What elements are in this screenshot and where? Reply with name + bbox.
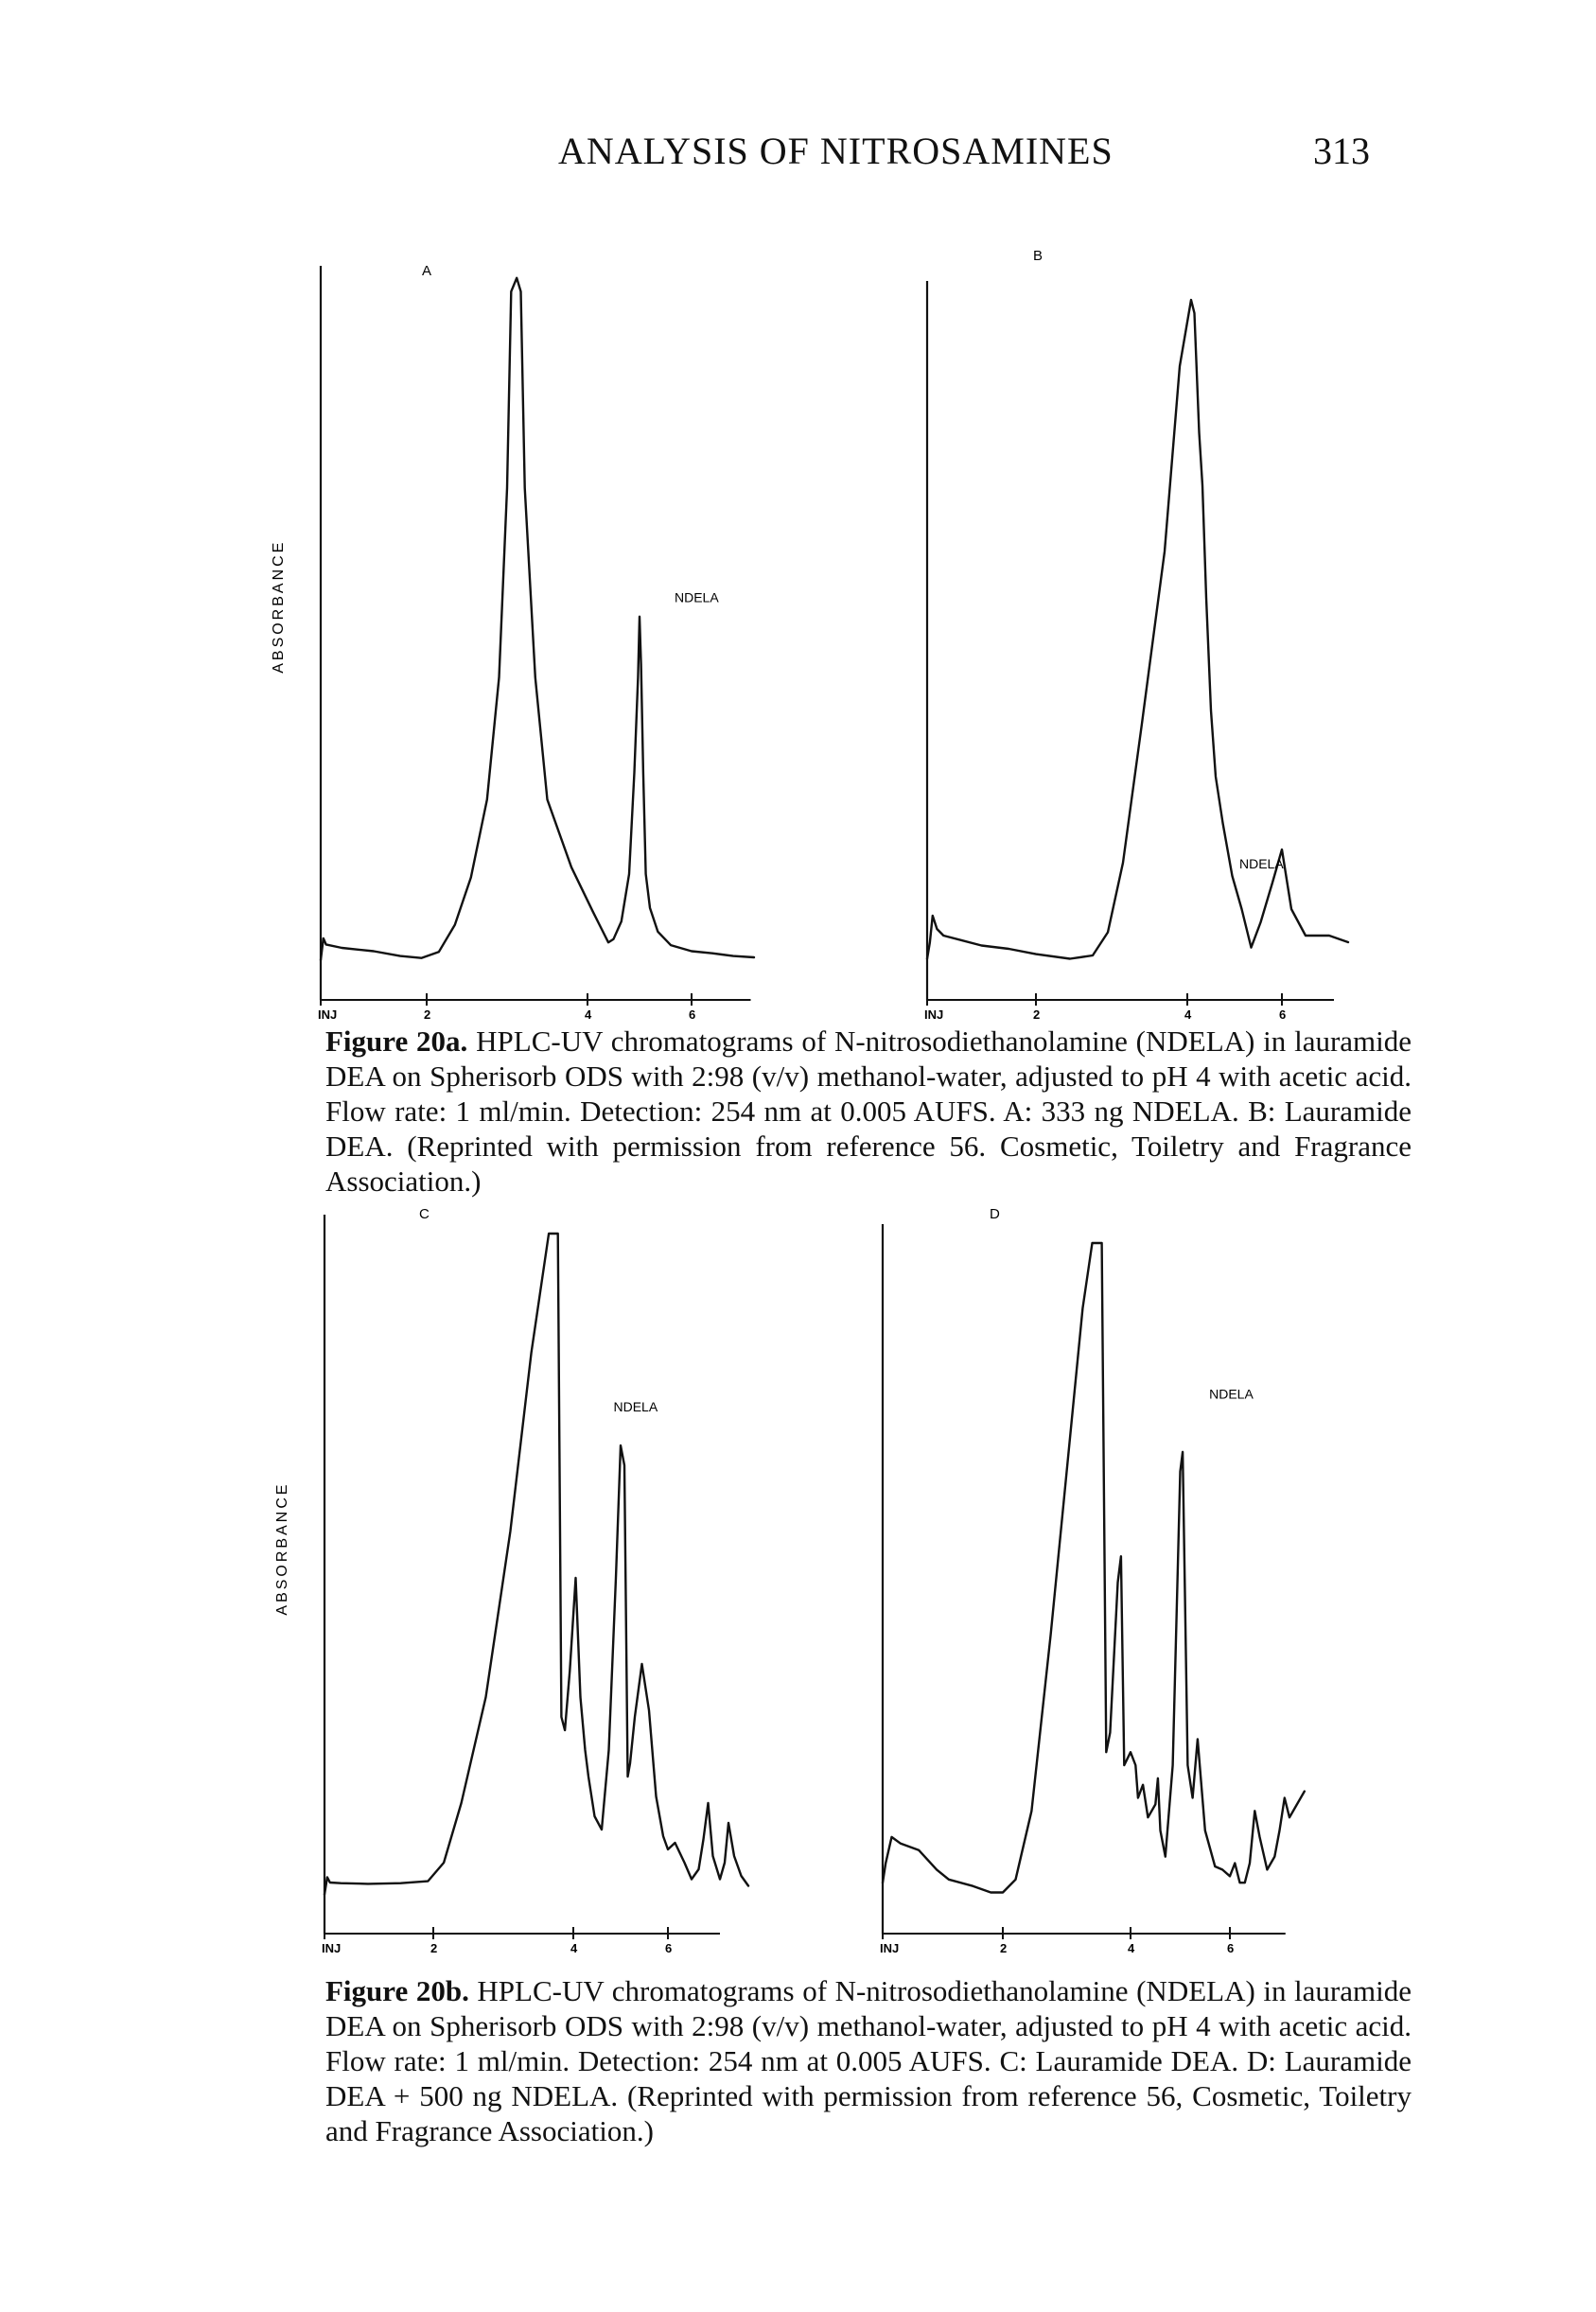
x-tick-label-4: 4 xyxy=(1128,1941,1135,1955)
x-tick-label-6: 6 xyxy=(1227,1941,1235,1955)
figure-20b-caption xyxy=(325,1973,1412,2148)
x-tick-label-4: 4 xyxy=(570,1941,578,1955)
chromatogram-panel-b xyxy=(0,0,1596,1069)
y-axis-title: ABSORBANCE xyxy=(271,539,287,674)
chromatogram-b-svg xyxy=(0,0,1596,1069)
chromatogram-panel-d xyxy=(0,1135,1596,1987)
panel-letter-c: C xyxy=(419,1206,430,1222)
x-tick-label-2: 2 xyxy=(1033,1007,1041,1022)
running-head-title: ANALYSIS OF NITROSAMINES xyxy=(558,130,1114,172)
figure-20a-text: HPLC-UV chromatograms of N-nitrosodiethanolamine (NDELA) in lauramide DEA on Spherisorb ODS with 2:98 (v/v) methanol-water, adjusted to pH 4 with acetic acid. Flow rate: 1 ml/min. Detection: 254 nm at 0.005 AUFS. A: 333 ng NDELA. B: Lauramide DEA. (Reprinted with permission from reference 56. Cosmetic, Toiletry and Fragrance Association.) xyxy=(325,1025,1412,1198)
x-tick-label-inj: INJ xyxy=(318,1007,338,1022)
x-tick-label-2: 2 xyxy=(424,1007,431,1022)
x-tick-label-4: 4 xyxy=(1184,1007,1192,1022)
x-tick-label-6: 6 xyxy=(1279,1007,1287,1022)
peak-label-ndela: NDELA xyxy=(1209,1386,1254,1402)
panel-letter-b: B xyxy=(1033,248,1044,264)
peak-label-ndela: NDELA xyxy=(675,589,719,605)
chromatogram-d-svg xyxy=(0,1135,1596,1987)
x-tick-label-inj: INJ xyxy=(322,1941,342,1955)
figure-20a-label: Figure 20a. xyxy=(325,1025,468,1058)
figure-20b-text: HPLC-UV chromatograms of N-nitrosodiethanolamine (NDELA) in lauramide DEA on Spherisorb ODS with 2:98 (v/v) methanol-water, adjusted to pH 4 with acetic acid. Flow rate: 1 ml/min. Detection: 254 nm at 0.005 AUFS. C: Lauramide DEA. D: Lauramide DEA + 500 ng NDELA. (Reprinted with permission from reference 56, Cosmetic, Toiletry and Fragrance Association.) xyxy=(325,1974,1412,2147)
peak-label-ndela: NDELA xyxy=(613,1399,658,1414)
x-tick-label-2: 2 xyxy=(430,1941,438,1955)
y-axis-title: ABSORBANCE xyxy=(274,1481,290,1616)
x-tick-label-2: 2 xyxy=(1000,1941,1008,1955)
chromatogram-trace-b xyxy=(927,300,1348,959)
x-tick-label-6: 6 xyxy=(665,1941,673,1955)
panel-letter-d: D xyxy=(990,1206,1000,1222)
figure-20b-label: Figure 20b. xyxy=(325,1974,469,2007)
peak-label-ndela: NDELA xyxy=(1239,856,1284,871)
x-tick-label-6: 6 xyxy=(689,1007,696,1022)
x-tick-label-4: 4 xyxy=(585,1007,592,1022)
page-number: 313 xyxy=(1313,130,1370,172)
x-tick-label-inj: INJ xyxy=(924,1007,944,1022)
chromatogram-trace-d xyxy=(883,1243,1305,1893)
panel-letter-a: A xyxy=(422,263,432,279)
x-tick-label-inj: INJ xyxy=(880,1941,900,1955)
